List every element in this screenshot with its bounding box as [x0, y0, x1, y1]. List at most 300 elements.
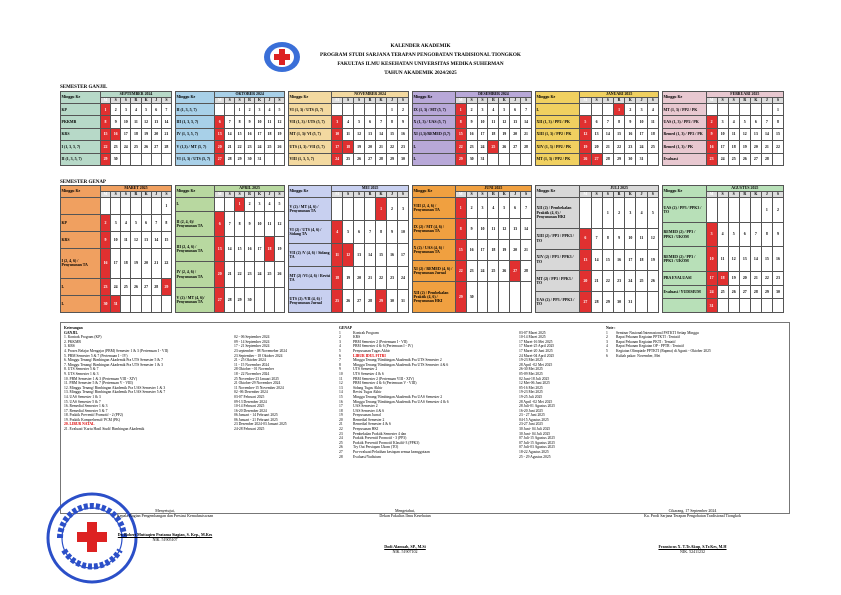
day-cell: 16 — [706, 141, 717, 153]
day-cell: 25 — [343, 153, 354, 165]
day-cell: 23 — [772, 272, 783, 286]
month-jan — [535, 91, 659, 166]
day-cell: 26 — [499, 261, 510, 282]
semester-ganjil-label: SEMESTER GANJIL — [60, 85, 108, 90]
day-cell: 18 — [728, 141, 739, 153]
day-cell: 7 — [591, 228, 602, 249]
day-cell: 13 — [510, 116, 521, 128]
note-num: 5 — [606, 348, 608, 353]
day-cell: 21 — [151, 248, 161, 279]
legend-num: 4 — [339, 344, 341, 349]
day-cell: 4 — [728, 116, 739, 128]
legend-item: UAS Semester 4 & 6 — [353, 408, 385, 413]
day-cell — [332, 104, 343, 116]
legend-num: 7 — [339, 358, 341, 363]
legend-date: 19-23 Mei 2025 — [519, 390, 543, 395]
day-cell: 5 — [141, 104, 151, 116]
day-cell: 1 — [100, 104, 110, 116]
day-cell: 4 — [131, 104, 141, 116]
day-cell: 20 — [215, 141, 225, 153]
day-cell: 7 — [750, 222, 761, 247]
day-cell — [521, 153, 532, 165]
day-cell: 19 — [343, 267, 354, 290]
week-col-header: Minggu Ke — [176, 186, 215, 198]
legend-ganjil-title: GANJIL — [64, 330, 78, 335]
legend-date: 09 - 14 September 2024 — [234, 339, 270, 344]
day-cell: 9 — [613, 228, 624, 249]
day-cell: 21 — [365, 267, 376, 290]
day-cell: 23 — [100, 279, 110, 296]
signature-right — [600, 508, 785, 554]
week-col-header: Minggu Ke — [663, 186, 707, 198]
legend-item: 1. Kontrak Program (KP) — [64, 335, 102, 340]
day-cell: 11 — [488, 219, 499, 240]
day-cell: 30 — [245, 153, 255, 165]
day-cell: 24 — [636, 141, 647, 153]
week-label: Evaluasi — [663, 153, 707, 165]
day-cell: 18 — [332, 267, 343, 290]
day-cell: 27 — [141, 279, 151, 296]
legend-item: Sidang Tugas Akhir — [353, 385, 383, 390]
legend-date: 02 -06 Desember 2024 — [234, 390, 268, 395]
legend-num: 26 — [339, 445, 343, 450]
day-cell: 11 — [717, 247, 728, 272]
legend-num: 24 — [339, 436, 343, 441]
day-cell: 25 — [717, 285, 728, 299]
day-cell — [376, 104, 387, 116]
day-cell: 18 — [121, 248, 131, 279]
week-label: XIII (1, 3) / PP2 / PK — [536, 128, 580, 140]
day-cell: 18 — [717, 272, 728, 286]
legend-date: 07 Juli-15 Agustus 2025 — [519, 440, 555, 445]
legend-date: 23-27 Juni 2025 — [519, 422, 543, 427]
day-cell: 19 — [647, 249, 658, 270]
note-item: Rapat Pekanan Kegiatan PPTKTI : Tentatif — [616, 335, 680, 340]
day-cell: 23 — [398, 141, 409, 153]
day-cell — [131, 296, 141, 313]
day-cell: 31 — [636, 153, 647, 165]
legend-date: 07 Juli-15 Agustus 2025 — [519, 436, 555, 441]
day-header: S — [354, 98, 365, 104]
week-label: Remed (1, 3) / PP2 / PK — [663, 128, 707, 140]
day-cell: 19 — [354, 141, 365, 153]
legend-item: UAS Semester 2 — [353, 404, 378, 409]
legend-date: 25 - 29 Agustus 2025 — [519, 454, 551, 459]
month-title: MEI 2025 — [332, 186, 409, 192]
legend-date: 16-20 Juni 2025 — [519, 408, 543, 413]
day-cell — [728, 299, 739, 313]
week-label: XIV (1, 3) / PP2 / PK — [536, 141, 580, 153]
day-cell: 13 — [151, 116, 161, 128]
day-cell: 31 — [706, 299, 717, 313]
legend-item: 19. Praktik Komprehensif/ PCM (PK) — [64, 417, 121, 422]
day-cell — [647, 291, 658, 312]
day-cell: 26 — [274, 141, 284, 153]
legend-num: 19 — [339, 413, 343, 418]
legend-item: LIBUR IDUL FITRI — [353, 353, 386, 358]
day-cell: 22 — [161, 248, 171, 279]
day-cell: 18 — [265, 128, 275, 140]
legend-date: 21 - 25 Oktober 2024 — [234, 358, 266, 363]
day-cell: 29 — [761, 285, 772, 299]
legend-item: 7. Minggu Tenang/ Bimbingan Akademik Pra UTS Semester 1 & 3 — [64, 362, 163, 367]
legend-item: UTS Semester 2 — [353, 367, 378, 372]
day-cell: 29 — [455, 282, 466, 313]
day-cell: 26 — [354, 153, 365, 165]
sig-right-name: Fransiscus X. T.Tr.Akup, S.Tr.Kes, M.H — [658, 544, 727, 549]
day-cell: 24 — [717, 153, 728, 165]
legend-item: Penyusunan Tugas Akhir — [353, 348, 390, 353]
day-header: K — [750, 98, 761, 104]
day-cell — [161, 153, 171, 165]
week-label: X (2) / UAS (4, 6) / Penyusunan TA — [413, 240, 456, 261]
day-header: M — [580, 192, 591, 198]
legend-item: Minggu Tenang/ Bimbingan Akademik Pra UTS Semester 4 & 6 — [353, 362, 449, 367]
signature-mid — [330, 508, 480, 554]
legend-item: KRS — [353, 335, 361, 340]
day-cell — [343, 198, 354, 221]
sig-right-nik: NIK. 52411232 — [680, 549, 705, 554]
day-header: S — [235, 98, 245, 104]
day-cell: 16 — [625, 128, 636, 140]
week-label: V (2) / MT (4, 6)/ Penyusunan TA — [176, 287, 215, 312]
day-cell: 17 — [121, 128, 131, 140]
day-header: K — [141, 192, 151, 198]
day-header: S — [591, 98, 602, 104]
day-cell: 17 — [398, 244, 409, 267]
day-cell: 27 — [215, 153, 225, 165]
day-cell — [636, 291, 647, 312]
day-cell: 27 — [510, 261, 521, 282]
day-cell — [100, 198, 110, 215]
legend-item: Penyusunan HKI — [353, 427, 379, 432]
day-cell: 16 — [613, 249, 624, 270]
day-cell: 25 — [728, 153, 739, 165]
week-label: IX (1, 3) / MT (5, 7) — [413, 104, 456, 116]
day-cell: 13 — [591, 128, 602, 140]
day-cell: 5 — [131, 214, 141, 231]
day-cell — [739, 198, 750, 223]
legend-item: PBM Semester 4 & 6 (Pertemuan I - IV) — [353, 344, 413, 349]
month-nov — [288, 91, 409, 166]
day-header: R — [613, 98, 624, 104]
legend-num: 12 — [339, 381, 343, 386]
legend-item: PBM Semester 4 & 6 (Pertemuan V - VIII) — [353, 381, 417, 386]
legend-date: 10-14 Februari 2025 — [234, 404, 265, 409]
day-cell: 9 — [466, 219, 477, 240]
day-cell: 4 — [265, 198, 275, 212]
day-cell — [151, 296, 161, 313]
day-cell: 28 — [602, 153, 613, 165]
day-cell: 26 — [131, 279, 141, 296]
day-cell: 8 — [772, 116, 783, 128]
day-header: J — [151, 98, 161, 104]
day-cell — [510, 153, 521, 165]
day-cell — [354, 104, 365, 116]
sig-mid-nik: NIK. 51907102 — [392, 549, 418, 554]
legend-num: 5 — [339, 348, 341, 353]
legend-date: 03-07 Maret 2025 — [519, 330, 546, 335]
day-cell: 22 — [772, 141, 783, 153]
legend-note-title: Note : — [606, 326, 616, 330]
week-label: PKKMB — [61, 116, 101, 128]
legend-date: 28 April -02 Mei 2025 — [519, 362, 553, 367]
day-header: M — [332, 192, 343, 198]
day-cell: 8 — [235, 211, 245, 236]
day-cell: 25 — [265, 262, 275, 287]
day-cell: 13 — [365, 128, 376, 140]
legend-num: 18 — [339, 408, 343, 413]
day-header: S — [274, 98, 284, 104]
day-cell: 3 — [111, 214, 121, 231]
legend-date: 06 Januari - 21 Februari 2025 — [234, 417, 278, 422]
day-header: R — [131, 192, 141, 198]
month-title: FEBRUARI 2025 — [706, 92, 783, 98]
day-cell — [761, 299, 772, 313]
day-cell: 12 — [647, 228, 658, 249]
sig-left-name: Dr. Robert Muttaqien Pratama Siagian, S. Kep., M.Kes — [117, 532, 213, 537]
day-cell: 15 — [761, 247, 772, 272]
day-header: J — [636, 192, 647, 198]
day-cell: 8 — [235, 116, 245, 128]
day-cell: 9 — [398, 116, 409, 128]
day-header: S — [602, 98, 613, 104]
day-cell: 9 — [466, 116, 477, 128]
day-header: S — [717, 98, 728, 104]
day-cell: 14 — [225, 237, 235, 262]
day-cell: 7 — [521, 198, 532, 219]
week-label: XIV (2) / PP3 / PPK3 / TO — [536, 249, 580, 270]
day-cell: 25 — [647, 141, 658, 153]
legend-item: 21. Evaluasi/ Kartu Hasil Studi/ Bimbingan Akademik — [64, 427, 145, 432]
day-cell: 29 — [387, 153, 398, 165]
legend-item: 15. UAS Semester 5 & 7 — [64, 399, 101, 404]
week-col-header: Minggu Ke — [176, 92, 215, 104]
day-cell: 27 — [750, 153, 761, 165]
day-cell: 28 — [161, 141, 171, 153]
day-cell: 12 — [354, 128, 365, 140]
day-cell: 1 — [161, 198, 171, 215]
legend-item: Revisi Tugas Akhir — [353, 390, 382, 395]
month-mei — [288, 185, 409, 313]
day-cell: 19 — [274, 128, 284, 140]
day-cell: 28 — [365, 290, 376, 313]
week-label: L — [176, 198, 215, 212]
legend-date: 28 Oktober - 01 November — [234, 367, 274, 372]
week-col-header: Minggu Ke — [413, 92, 456, 104]
day-header: J — [636, 98, 647, 104]
legend-row — [64, 427, 344, 432]
day-header: J — [265, 98, 275, 104]
day-cell: 24 — [706, 285, 717, 299]
day-cell: 1 — [772, 104, 783, 116]
legend-num: 1 — [339, 330, 341, 335]
legend-item: 4. Proses Belajar Mengajar (PBM) Semester 1 & 3 (Pertemuan I - VII) — [64, 348, 169, 353]
legend-date: 06 Januari - 14 Februari 2025 — [234, 413, 278, 418]
legend-date: 18 - 22 November 2024 — [234, 371, 270, 376]
week-label: II (2, 4, 6)/ Penyusunan TA — [176, 211, 215, 236]
month-title: OKTOBER 2024 — [215, 92, 285, 98]
day-header: M — [455, 192, 466, 198]
legend-num: 21 — [339, 422, 343, 427]
day-cell: 9 — [245, 211, 255, 236]
day-cell: 22 — [235, 141, 245, 153]
week-label: IV (1, 3, 5, 7) — [176, 128, 215, 140]
day-cell: 5 — [354, 116, 365, 128]
legend-num: 22 — [339, 427, 343, 432]
day-cell — [354, 198, 365, 221]
day-header: R — [131, 98, 141, 104]
day-cell — [265, 153, 275, 165]
day-cell: 30 — [387, 290, 398, 313]
day-cell: 10 — [398, 221, 409, 244]
sig-left-nik: NIK. 51905107 — [152, 537, 178, 542]
day-header: J — [761, 192, 772, 198]
month-title: MARET 2025 — [100, 186, 171, 192]
legend-item: Praktik Preventif Promotif - 3 (PP3) — [353, 436, 407, 441]
week-label: L — [61, 296, 101, 313]
day-cell — [274, 287, 284, 312]
legend-item: Remedial Semester 2 — [353, 417, 385, 422]
day-header: M — [706, 192, 717, 198]
day-cell: 21 — [521, 240, 532, 261]
day-cell: 24 — [255, 141, 265, 153]
day-cell: 26 — [141, 141, 151, 153]
day-header: S — [717, 192, 728, 198]
day-header: K — [141, 98, 151, 104]
day-cell: 10 — [717, 128, 728, 140]
day-cell: 27 — [510, 141, 521, 153]
legend-title: Keterangan — [64, 326, 83, 330]
legend-item: 20. LIBUR NATAL — [64, 422, 95, 427]
day-cell: 2 — [245, 104, 255, 116]
week-label: UTS (2) /VII (4, 6) / Penyusunan Jurnal — [289, 290, 332, 313]
day-cell: 16 — [772, 247, 783, 272]
day-cell: 29 — [235, 287, 245, 312]
day-header: S — [521, 192, 532, 198]
legend-date: 23 Desember 2024-03 Januari 2025 — [234, 422, 287, 427]
day-cell — [591, 104, 602, 116]
day-cell: 30 — [398, 153, 409, 165]
day-cell: 29 — [235, 153, 245, 165]
day-cell — [717, 104, 728, 116]
day-cell — [215, 198, 225, 212]
day-cell: 3 — [477, 104, 488, 116]
day-cell: 6 — [580, 228, 591, 249]
day-cell: 17 — [111, 248, 121, 279]
day-cell: 18 — [488, 128, 499, 140]
day-cell — [750, 299, 761, 313]
day-cell: 3 — [332, 116, 343, 128]
day-cell — [580, 104, 591, 116]
day-cell: 4 — [343, 116, 354, 128]
legend-date: 28 Juli-01 Agustus 2025 — [519, 404, 555, 409]
month-agu — [662, 185, 784, 313]
day-cell: 12 — [131, 231, 141, 248]
day-cell: 2 — [100, 214, 110, 231]
day-cell: 24 — [111, 279, 121, 296]
week-label: REMED (2) / PP3 / PPK3 / UKOM — [663, 222, 707, 247]
sig-left-l2: Kepala Bagian Pengembangan dan Prestasi Kemahasiswaan — [116, 513, 214, 518]
legend-date: 04-15 Agustus 2025 — [519, 417, 549, 422]
day-cell: 23 — [466, 261, 477, 282]
day-cell — [580, 198, 591, 229]
day-header: R — [365, 192, 376, 198]
day-cell: 7 — [521, 104, 532, 116]
week-label: V (1,3) / MT (5, 7) — [176, 141, 215, 153]
day-cell: 30 — [245, 287, 255, 312]
day-cell: 21 — [225, 141, 235, 153]
month-title: NOVEMBER 2024 — [332, 92, 409, 98]
week-label: XII (2) / Pembekalan Praktik (4, 6) / Penyusunan HKI — [413, 282, 456, 313]
legend-num: 16 — [339, 399, 343, 404]
day-cell: 20 — [354, 267, 365, 290]
day-cell: 6 — [750, 116, 761, 128]
day-cell: 28 — [225, 153, 235, 165]
day-cell: 2 — [625, 104, 636, 116]
day-cell: 10 — [255, 116, 265, 128]
day-cell: 17 — [706, 272, 717, 286]
week-label: REMED (2) / PP3 / PPK3 / UKOM — [663, 247, 707, 272]
day-header: S — [225, 98, 235, 104]
week-label: V (2) / MT (4, 6) / Penyusunan TA — [289, 198, 332, 221]
legend-item: Remedial Semester 4 & 6 — [353, 422, 391, 427]
signature-left — [95, 508, 235, 542]
legend-date: 21 Oktober-29 November 2024 — [234, 381, 281, 386]
day-cell — [131, 198, 141, 215]
day-cell: 6 — [510, 198, 521, 219]
day-cell: 7 — [602, 116, 613, 128]
legend-num: 8 — [339, 362, 341, 367]
day-cell: 28 — [591, 291, 602, 312]
day-header: S — [477, 98, 488, 104]
day-cell: 10 — [625, 228, 636, 249]
day-cell: 31 — [625, 291, 636, 312]
day-cell: 27 — [151, 141, 161, 153]
legend-item: PBM Semester 2 (Pertemuan VIII - XIV) — [353, 376, 414, 381]
day-header: S — [591, 192, 602, 198]
day-header: S — [728, 98, 739, 104]
day-cell: 1 — [235, 198, 245, 212]
day-cell: 25 — [332, 290, 343, 313]
day-cell: 1 — [602, 198, 613, 229]
day-header: S — [398, 98, 409, 104]
day-cell — [365, 198, 376, 221]
day-cell: 23 — [625, 141, 636, 153]
day-cell: 18 — [343, 141, 354, 153]
day-cell — [739, 104, 750, 116]
week-label: IX (2) / MT (4, 6) / Penyusunan TA — [413, 219, 456, 240]
day-cell: 22 — [100, 141, 110, 153]
day-header: J — [510, 192, 521, 198]
day-cell: 23 — [245, 141, 255, 153]
day-cell: 1 — [613, 104, 624, 116]
day-cell: 16 — [398, 128, 409, 140]
day-header: S — [111, 192, 121, 198]
day-cell: 26 — [274, 262, 284, 287]
day-cell — [706, 198, 717, 223]
day-cell — [265, 287, 275, 312]
day-header: S — [466, 192, 477, 198]
day-cell: 4 — [647, 104, 658, 116]
week-col-header: Minggu Ke — [536, 92, 580, 104]
day-header: S — [647, 192, 658, 198]
month-mar — [60, 185, 172, 313]
legend-box — [60, 322, 790, 514]
day-cell: 12 — [728, 247, 739, 272]
day-cell — [728, 104, 739, 116]
legend-date: 30 Juni- 04 Juli 2025 — [519, 431, 551, 436]
